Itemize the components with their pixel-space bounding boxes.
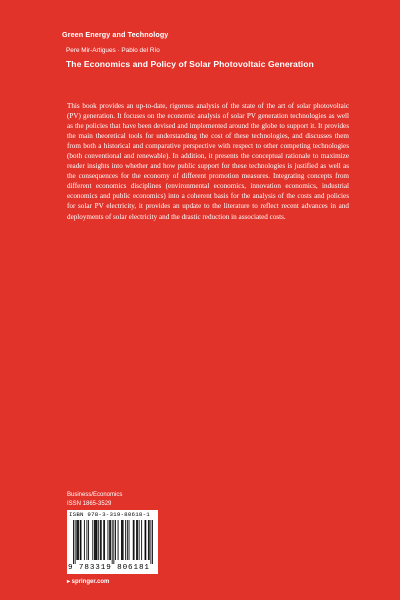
subject-category: Business/Economics — [67, 492, 123, 498]
barcode-bar — [104, 520, 105, 560]
barcode-bar — [80, 520, 81, 560]
barcode-bar — [152, 520, 153, 564]
barcode-bar — [145, 520, 146, 560]
barcode-bar — [121, 520, 122, 560]
barcode-bar — [101, 520, 102, 560]
barcode-bar — [109, 520, 110, 560]
barcode-bar — [103, 520, 104, 560]
barcode-bar — [145, 520, 146, 560]
barcode-bar — [127, 520, 128, 560]
barcode-bar — [137, 520, 138, 560]
barcode-bar — [94, 520, 95, 560]
issn: ISSN 1865-3529 — [67, 501, 112, 507]
book-title: The Economics and Policy of Solar Photovoltaic Generation — [66, 59, 314, 69]
barcode-bar — [110, 520, 111, 560]
barcode-bar — [112, 520, 113, 564]
barcode-bar — [134, 520, 135, 560]
book-description: This book provides an up-to-date, rigorous analysis of the state of the art of solar photovoltaic (PV) generation. It focuses on the economic analysis of solar PV generation technologies as well as the policies that have been devised and implemented around the globe to support it. It provides the main theoretical tools for understanding the cost of these technologies, and discusses them from both a historical and comparative perspective with respect to other competing technologies (both conventional and renewable). In addition, it presents the conceptual rationale to maximize reader insights into whether and how public support for these technologies is justified as well as the consequences for the economy of different promotion measures. Integrating concepts from different economics disciplines (environmental economics, innovation economics, industrial economics and public economics) into a coherent basis for the analysis of the costs and policies for solar PV electricity, it provides an update to the literature to reflect recent advances in and deployments of solar electricity and the drastic reduction in associated costs. — [67, 102, 349, 221]
barcode-bar — [150, 520, 151, 564]
barcode-bar — [96, 520, 97, 560]
barcode-bar — [78, 520, 79, 560]
barcode-bar — [115, 520, 116, 560]
barcode-bar — [76, 520, 77, 560]
barcode-bar — [86, 520, 87, 560]
barcode-bar — [123, 520, 124, 560]
barcode-bar — [77, 520, 78, 560]
barcode-bar — [122, 520, 123, 560]
barcode-bar — [118, 520, 119, 560]
barcode-bar — [98, 520, 99, 560]
barcode-bar — [81, 520, 82, 560]
barcode-bar — [125, 520, 126, 560]
ean-digits: 9 783319 806181 — [68, 564, 150, 572]
barcode-bar — [129, 520, 130, 560]
barcode-bar — [84, 520, 85, 560]
isbn-number: ISBN 978-3-319-80618-1 — [69, 511, 150, 518]
barcode-bars — [73, 520, 153, 564]
barcode-bar — [88, 520, 89, 560]
barcode-bar — [75, 520, 76, 564]
barcode-bar — [141, 520, 142, 560]
barcode-bar — [148, 520, 149, 560]
barcode-bar — [100, 520, 101, 560]
barcode-bar — [113, 520, 114, 564]
barcode — [67, 510, 158, 574]
barcode-bar — [108, 520, 109, 560]
barcode-bar — [136, 520, 137, 560]
barcode-bar — [149, 520, 150, 560]
barcode-bar — [92, 520, 93, 560]
publisher-url: ▸ springer.com — [67, 579, 110, 585]
authors: Pere Mir-Artigues · Pablo del Río — [66, 47, 160, 54]
barcode-bar — [133, 520, 134, 560]
barcode-bar — [95, 520, 96, 560]
barcode-bar — [73, 520, 74, 564]
barcode-bar — [97, 520, 98, 560]
barcode-bar — [139, 520, 140, 560]
series-name: Green Energy and Technology — [62, 30, 169, 39]
